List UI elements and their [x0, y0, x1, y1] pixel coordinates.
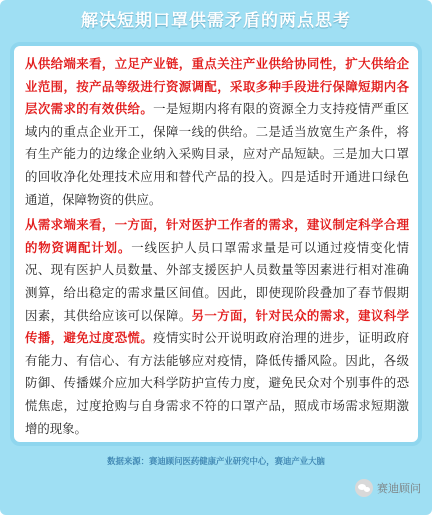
data-source: 数据来源：赛迪顾问医药健康产业研究中心，赛迪产业大脑	[107, 456, 325, 466]
demand-highlight-2: 另一方面，针对民众的需求，建议科学传播，避免过度恐慌。	[25, 307, 410, 346]
demand-body-2: 疫情实时公开说明政府治理的进步，证明政府有能力、有信心、有方法能够应对疫情，降低传播风险。因此，各级防御、传播媒介应加大科学防护宣传力度，避免民众对个别事件的恐慌焦虑，过度抢购与自身需求不符的口罩产品，照成市场需求短期激增的现象。	[25, 330, 410, 436]
paragraph-demand	[25, 214, 409, 440]
content-panel	[10, 42, 422, 446]
wechat-icon	[355, 479, 373, 497]
brand-name: 赛迪顾问	[377, 482, 421, 495]
page-title: 解决短期口罩供需矛盾的两点思考	[81, 11, 351, 31]
paragraph-supply	[25, 53, 409, 211]
demand-body: 一线医护人员口罩需求量是可以通过疫情变化情况、现有医护人员数量、外部支援医护人员数量等因素进行相对准确测算，给出稳定的需求量区间值。因此，即使现阶段叠加了春节假期因素，其供给应该可以保障。	[25, 239, 410, 323]
supply-highlight: 从供给端来看，立足产业链，重点关注产业供给协同性，扩大供给企业范围，按产品等级进行资源调配，采取多种手段进行保障短期内各层次需求的有效供给。	[25, 56, 409, 117]
demand-highlight: 从需求端来看，一方面，针对医护工作者的需求，建议制定科学合理的物资调配计划。	[25, 217, 409, 255]
brand-watermark	[355, 479, 421, 497]
supply-body: 一是短期内将有限的资源全力支持疫情严重区域内的重点企业开工，保障一线的供给。二是适当放宽生产条件，将有生产能力的边缘企业纳入采购目录，应对产品短缺。三是加大口罩的回收净化处理技术应用和替代产品的投入。四是适时开通进口绿色通道，保障物资的供应。	[25, 101, 410, 207]
